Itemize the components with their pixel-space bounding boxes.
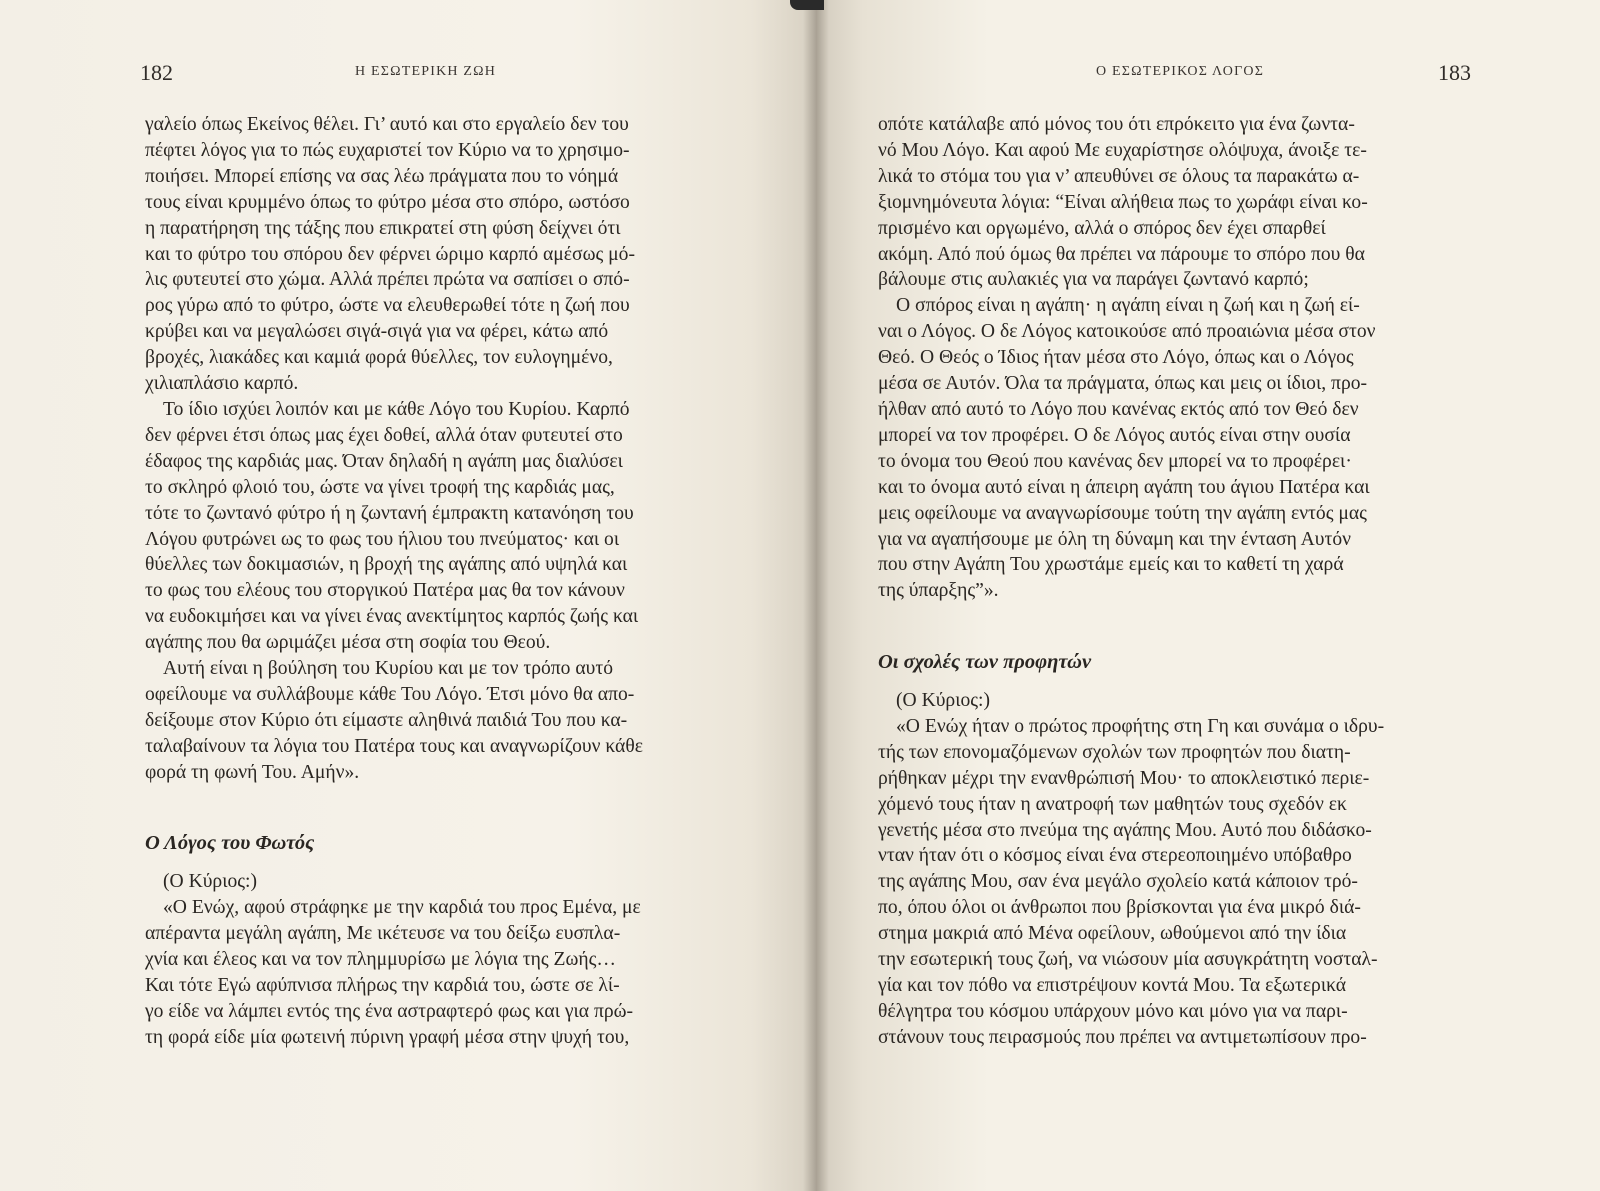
text-line: «Ο Ενώχ, αφού στράφηκε με την καρδιά του προς Εμένα, με: [163, 897, 641, 919]
text-line: αγάπης που θα ωριμάζει μέσα στη σοφία του Θεού.: [145, 632, 551, 654]
text-line: Λόγου φυτρώνει ως το φως του ήλιου του πνεύματος· και οι: [145, 528, 620, 550]
text-line: πο, όπου όλοι οι άνθρωποι που βρίσκονται για ένα μικρό διά-: [878, 897, 1361, 919]
text-line: λις φυτευτεί στο χώμα. Αλλά πρέπει πρώτα να σαπίσει ο σπό-: [145, 269, 630, 291]
text-line: ταλαβαίνουν τα λόγια του Πατέρα τους και αναγνωρίζουν κάθε: [145, 735, 643, 757]
text-line: το σκληρό φλοιό του, ώστε να γίνει τροφή της καρδιάς μας,: [145, 476, 615, 498]
text-line: να ευδοκιμήσει και να γίνει ένας ανεκτίμητος καρπός ζωής και: [145, 606, 639, 628]
text-line: γενετής μέσα στο πνεύμα της αγάπης Μου. Αυτό που διδάσκο-: [878, 819, 1372, 841]
text-line: γο είδε να λάμπει εντός της ένα αστραφτερό φως και για πρώ-: [145, 1000, 634, 1022]
book-gutter: [803, 0, 829, 1191]
text-line: ξιομνημόνευτα λόγια: “Είναι αλήθεια πως το χωράφι είναι κο-: [878, 191, 1368, 213]
text-line: (Ο Κύριος:): [896, 690, 990, 712]
text-line: «Ο Ενώχ ήταν ο πρώτος προφήτης στη Γη και συνάμα ο ιδρυ-: [896, 715, 1385, 737]
text-line: δεν φέρνει έτσι όπως μας έχει δοθεί, αλλά όταν φυτευτεί στο: [145, 424, 623, 446]
text-line: χνία και έλεος και να τον πλημμυρίσω με λόγια της Ζωής…: [145, 949, 616, 971]
page-number: 183: [1438, 60, 1471, 85]
text-line: ακόμη. Από πού όμως θα πρέπει να πάρουμε το σπόρο που θα: [878, 243, 1365, 265]
text-line: και το φύτρο του σπόρου δεν φέρνει ώριμο καρπό αμέσως μό-: [145, 243, 635, 265]
text-line: νό Μου Λόγο. Και αφού Με ευχαρίστησε ολόψυχα, άνοιξε τε-: [878, 139, 1367, 161]
text-line: τής των επονομαζόμενων σχολών των προφητών που διατη-: [878, 741, 1351, 763]
text-line: γαλείο όπως Εκείνος θέλει. Γι’ αυτό και στο εργαλείο δεν του: [145, 114, 629, 135]
text-line: ναι ο Λόγος. Ο δε Λόγος κατοικούσε από προαιώνια μέσα στον: [878, 321, 1376, 343]
running-head: Ο ΕΣΩΤΕΡΙΚΟΣ ΛΟΓΟΣ: [1096, 64, 1265, 79]
text-line: ήλθαν από αυτό το Λόγο που κανένας εκτός από τον Θεό δεν: [878, 398, 1359, 420]
text-line: το φως του ελέους του στοργικού Πατέρα μας θα τον κάνουν: [145, 580, 625, 602]
text-line: ρήθηκαν μέχρι την ενανθρώπισή Μου· το αποκλειστικό περιε-: [878, 767, 1370, 789]
text-line: που στην Αγάπη Του χρωστάμε εμείς και το καθετί τη χαρά: [878, 554, 1344, 576]
text-line: Το ίδιο ισχύει λοιπόν και με κάθε Λόγο του Κυρίου. Καρπό: [163, 398, 630, 420]
text-line: θύελλες των δοκιμασιών, η βροχή της αγάπης από υψηλά και: [145, 554, 628, 576]
text-line: χιλιαπλάσιο καρπό.: [145, 373, 299, 395]
text-line: Αυτή είναι η βούληση του Κυρίου και με τον τρόπο αυτό: [163, 658, 613, 680]
text-line: έδαφος της καρδιάς μας. Όταν δηλαδή η αγάπη μας διαλύσει: [145, 450, 623, 472]
section-heading: Οι σχολές των προφητών: [878, 651, 1092, 674]
text-line: στάνουν τους πειρασμούς που πρέπει να αντιμετωπίσουν προ-: [878, 1026, 1367, 1048]
text-line: (Ο Κύριος:): [163, 871, 257, 893]
text-line: η παρατήρηση της τάξης που επικρατεί στη φύση δείχνει ότι: [145, 217, 621, 239]
text-line: το όνομα του Θεού που κανένας δεν μπορεί να το προφέρει·: [878, 450, 1352, 472]
book-top-edge: [790, 0, 824, 10]
text-line: για να αγαπήσουμε με όλη τη δύναμη και την ένταση Αυτόν: [878, 528, 1352, 550]
text-line: ρος γύρω από το φύτρο, ώστε να ελευθερωθεί τότε η ζωή που: [145, 295, 630, 317]
text-line: τους είναι κρυμμένο όπως το φύτρο μέσα στο σπόρο, ωστόσο: [145, 191, 630, 213]
text-line: μπορεί να τον προφέρει. Ο δε Λόγος αυτός είναι στην ουσία: [878, 424, 1351, 446]
text-line: ποιήσει. Μπορεί επίσης να σας λέω πράγματα που το νόημά: [145, 165, 619, 187]
text-line: τότε το ζωντανό φύτρο ή η ζωντανή έμπρακτη κατανόηση του: [145, 502, 634, 524]
section-heading: Ο Λόγος του Φωτός: [145, 832, 315, 855]
text-line: γία και τον πόθο να επιστρέψουν κοντά Μου. Τα εξωτερικά: [878, 974, 1347, 996]
text-line: Ο σπόρος είναι η αγάπη· η αγάπη είναι η ζωή και η ζωή εί-: [896, 295, 1360, 317]
text-line: λικά το στόμα του για ν’ απευθύνει σε όλους τα παρακάτω α-: [878, 165, 1360, 187]
text-line: οφείλουμε να συλλάβουμε κάθε Του Λόγο. Έτσι μόνο θα απο-: [145, 683, 635, 705]
text-line: Και τότε Εγώ αφύπνισα πλήρως την καρδιά του, ώστε σε λί-: [145, 974, 620, 996]
text-line: βάλουμε στις αυλακιές για να παράγει ζωντανό καρπό;: [878, 269, 1309, 291]
text-line: δείξουμε στον Κύριο ότι είμαστε αληθινά παιδιά Του που κα-: [145, 709, 628, 731]
text-line: απέραντα μεγάλη αγάπη, Με ικέτευσε να του δείξω ευσπλα-: [145, 923, 621, 945]
text-line: οπότε κατάλαβε από μόνος του ότι επρόκειτο για ένα ζωντα-: [878, 114, 1355, 135]
text-line: της ύπαρξης”».: [878, 580, 999, 602]
text-line: χόμενό τους ήταν η ανατροφή των μαθητών τους σχεδόν εκ: [878, 793, 1347, 815]
text-line: της αγάπης Μου, σαν ένα μεγάλο σχολείο κατά κάποιον τρό-: [878, 871, 1358, 893]
text-line: και το όνομα αυτό είναι η άπειρη αγάπη του άγιου Πατέρα και: [878, 476, 1370, 498]
text-line: την εσωτερική τους ζωή, να νιώσουν μία ασυγκράτητη νοσταλ-: [878, 949, 1378, 971]
right-page: [816, 0, 1600, 1191]
text-line: νταν ήταν ότι ο κόσμος είναι ένα στερεοποιημένο υπόβαθρο: [878, 845, 1352, 867]
text-line: βροχές, λιακάδες και καμιά φορά θύελλες, τον ευλογημένο,: [145, 347, 613, 369]
text-line: θέλγητρα του κόσμου υπάρχουν μόνο και μόνο για να παρι-: [878, 1000, 1348, 1022]
text-line: Θεό. Ο Θεός ο Ίδιος ήταν μέσα στο Λόγο, όπως και ο Λόγος: [878, 347, 1354, 369]
text-line: πέφτει λόγος για το πώς ευχαριστεί τον Κύριο να το χρησιμο-: [145, 139, 630, 161]
text-line: στημα μακριά από Μένα οφείλουν, ωθούμενοι από την ίδια: [878, 923, 1347, 945]
text-line: μέσα σε Αυτόν. Όλα τα πράγματα, όπως και μεις οι ίδιοι, προ-: [878, 373, 1368, 395]
body-text: [878, 112, 1474, 1051]
body-text: [145, 112, 730, 1051]
text-line: τη φορά είδε μία φωτεινή πύρινη γραφή μέσα στην ψυχή του,: [145, 1026, 630, 1048]
text-line: φορά τη φωνή Του. Αμήν».: [145, 761, 360, 783]
text-line: κρύβει και να μεγαλώσει σιγά-σιγά για να φέρει, κάτω από: [145, 321, 609, 343]
running-head: Η ΕΣΩΤΕΡΙΚΗ ΖΩΗ: [355, 64, 497, 79]
page-number: 182: [140, 60, 173, 85]
text-line: πρισμένο και οργωμένο, αλλά ο σπόρος δεν έχει σπαρθεί: [878, 217, 1326, 239]
text-line: μεις οφείλουμε να αναγνωρίσουμε τούτη την αγάπη εντός μας: [878, 502, 1367, 524]
